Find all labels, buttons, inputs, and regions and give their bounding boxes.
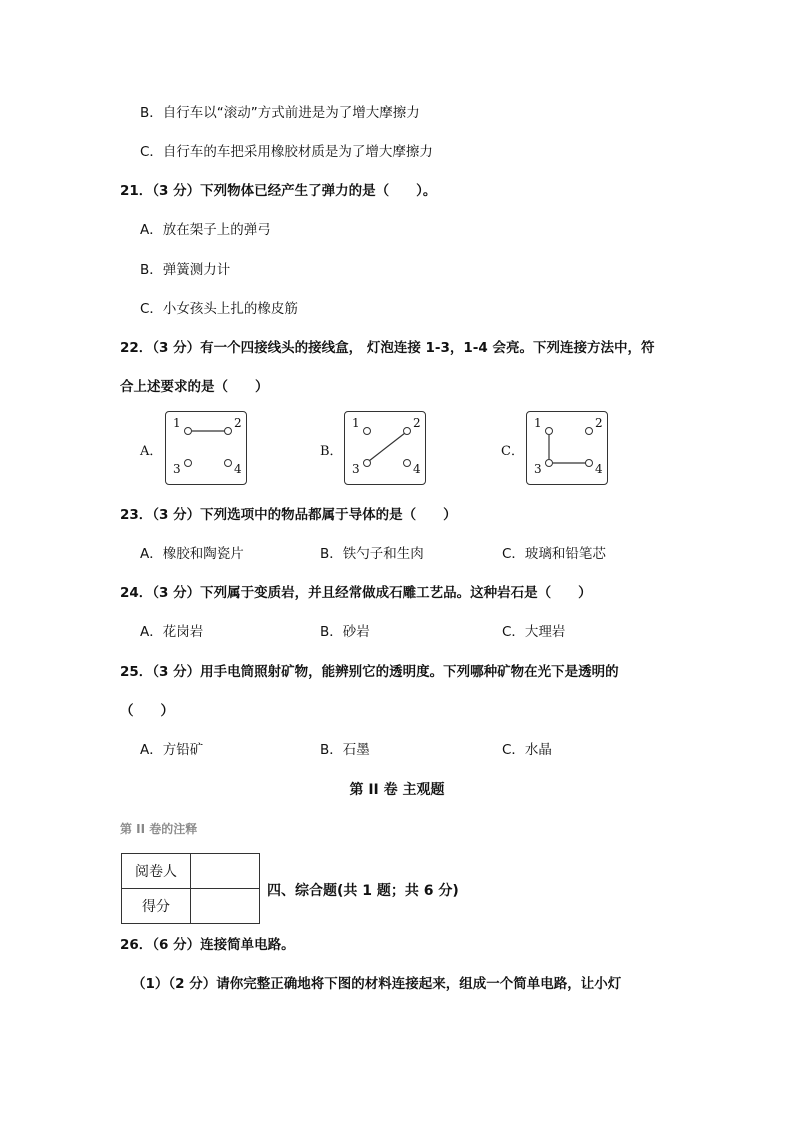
- q25-option-b: B．石墨: [320, 742, 370, 758]
- q24-stem: 24．（3 分）下列属于变质岩，并且经常做成石雕工艺品。这种岩石是（ ）: [120, 585, 592, 601]
- terminal-1: [546, 428, 553, 435]
- q23-stem: 23．（3 分）下列选项中的物品都属于导体的是（ ）: [120, 507, 457, 523]
- q22-option-c-label: C．: [501, 444, 524, 459]
- terminal-label-3: 3: [352, 462, 360, 476]
- q22-stem-line2: 合上述要求的是（ ）: [120, 379, 269, 395]
- q24-option-a: A．花岗岩: [140, 624, 204, 640]
- terminal-label-3: 3: [173, 462, 181, 476]
- terminal-3: [546, 460, 553, 467]
- q22-stem-line1: 22．（3 分）有一个四接线头的接线盒， 灯泡连接 1-3，1-4 会亮。下列连接方法中，符: [120, 340, 655, 356]
- terminal-label-2: 2: [595, 416, 603, 430]
- terminal-2: [404, 428, 411, 435]
- section-note: 第 II 卷的注释: [120, 822, 198, 836]
- reviewer-cell[interactable]: [191, 854, 260, 889]
- q23-option-c: C．玻璃和铅笔芯: [502, 546, 606, 562]
- terminal-label-1: 1: [352, 416, 360, 430]
- terminal-label-4: 4: [595, 462, 603, 476]
- terminal-1: [185, 428, 192, 435]
- score-cell[interactable]: [191, 889, 260, 924]
- terminal-2: [586, 428, 593, 435]
- q21-option-b: B．弹簧测力计: [140, 262, 231, 278]
- reviewer-label: 阅卷人: [122, 854, 191, 889]
- q22-circuit-a: [165, 411, 247, 485]
- q22-option-b-label: B．: [320, 444, 343, 459]
- score-label: 得分: [122, 889, 191, 924]
- q25-option-c: C．水晶: [502, 742, 552, 758]
- terminal-4: [404, 460, 411, 467]
- terminal-1: [364, 428, 371, 435]
- q20-option-b: B．自行车以“滚动”方式前进是为了增大摩擦力: [140, 105, 420, 121]
- terminal-label-1: 1: [534, 416, 542, 430]
- score-table: [121, 853, 260, 924]
- q25-option-a: A．方铅矿: [140, 742, 204, 758]
- terminal-label-4: 4: [234, 462, 242, 476]
- terminal-label-3: 3: [534, 462, 542, 476]
- q22-circuit-b: [344, 411, 426, 485]
- q22-circuit-c: [526, 411, 608, 485]
- terminal-4: [586, 460, 593, 467]
- q21-option-a: A．放在架子上的弹弓: [140, 222, 271, 238]
- terminal-label-2: 2: [413, 416, 421, 430]
- q23-option-a: A．橡胶和陶瓷片: [140, 546, 244, 562]
- q20-option-c: C．自行车的车把采用橡胶材质是为了增大摩擦力: [140, 144, 433, 160]
- terminal-2: [225, 428, 232, 435]
- part-four-heading: 四、综合题(共 1 题；共 6 分): [267, 883, 459, 899]
- q22-option-a-label: A．: [140, 444, 163, 459]
- q21-stem: 21．（3 分）下列物体已经产生了弹力的是（ ）。: [120, 183, 437, 199]
- section-title: 第 II 卷 主观题: [349, 782, 445, 798]
- q24-option-c: C．大理岩: [502, 624, 566, 640]
- terminal-4: [225, 460, 232, 467]
- q26-stem: 26．（6 分）连接简单电路。: [120, 937, 295, 953]
- q25-stem-line1: 25．（3 分）用手电筒照射矿物，能辨别它的透明度。下列哪种矿物在光下是透明的: [120, 664, 619, 680]
- q26-sub1: （1）（2 分）请你完整正确地将下图的材料连接起来，组成一个简单电路，让小灯: [132, 976, 622, 992]
- terminal-label-2: 2: [234, 416, 242, 430]
- terminal-3: [364, 460, 371, 467]
- q24-option-b: B．砂岩: [320, 624, 370, 640]
- terminal-label-1: 1: [173, 416, 181, 430]
- terminal-label-4: 4: [413, 462, 421, 476]
- q25-stem-line2: （ ）: [120, 703, 174, 719]
- terminal-3: [185, 460, 192, 467]
- q21-option-c: C．小女孩头上扎的橡皮筋: [140, 301, 298, 317]
- q23-option-b: B．铁勺子和生肉: [320, 546, 424, 562]
